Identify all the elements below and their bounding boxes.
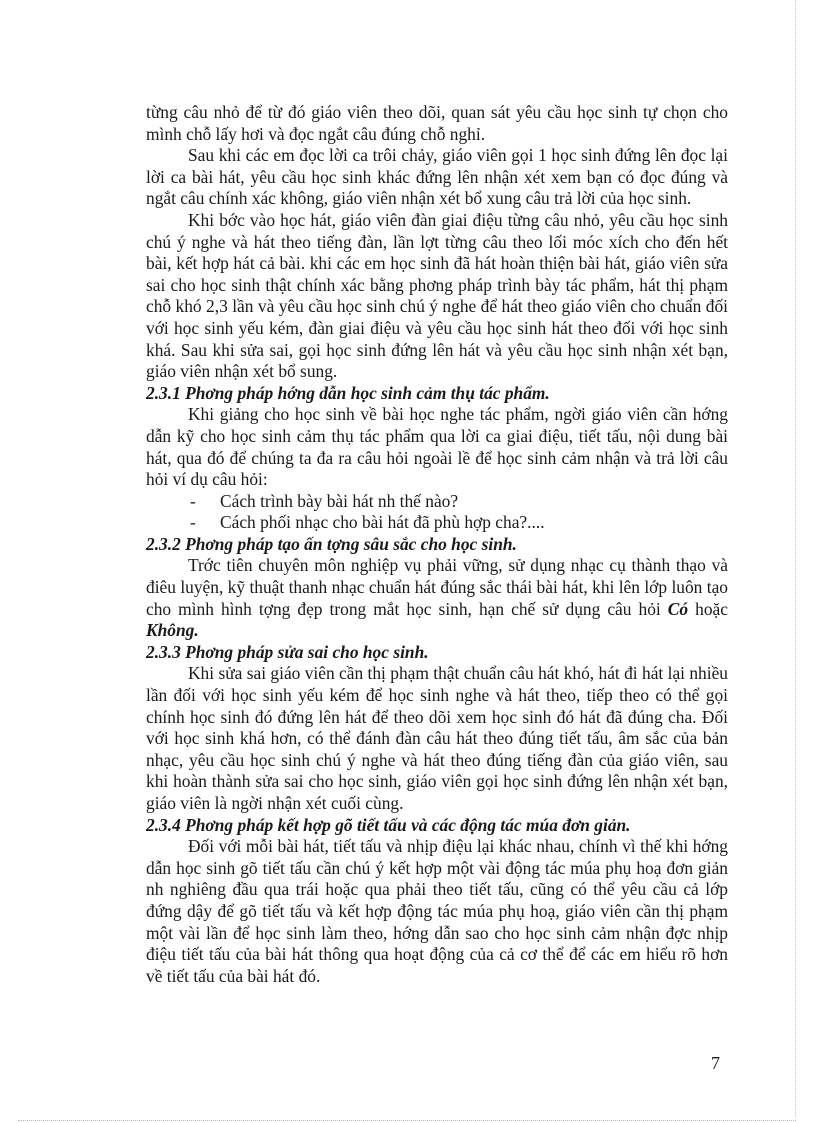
list-item bbox=[146, 491, 728, 513]
paragraph-text: hoặc bbox=[695, 598, 728, 619]
section-heading-2-3-2: 2.3.2 Phơng pháp tạo ấn tợng sâu sắc cho học sinh. bbox=[146, 533, 517, 554]
list-marker: - bbox=[190, 490, 196, 511]
document-body bbox=[146, 102, 728, 987]
page-number: 7 bbox=[711, 1053, 720, 1073]
paragraph bbox=[146, 555, 728, 641]
paragraph: Sau khi các em đọc lời ca trôi chảy, giáo viên gọi 1 học sinh đứng lên đọc lại lời ca bài hát, yêu cầu học sinh khác đứng lên nhận xét xem bạn có đọc đúng và ngắt câu chính xác không, giáo viên nhận xét bổ xung câu trả lời của học sinh. bbox=[146, 145, 728, 209]
list-item bbox=[146, 512, 728, 534]
paragraph: Khi sửa sai giáo viên cần thị phạm thật chuẩn câu hát khó, hát đi hát lại nhiều lần đối với học sinh yếu kém để học sinh nghe và hát theo, tiếp theo có thể gọi chính học sinh đó đứng lên hát để theo dõi xem học sinh đó hát đã đúng cha. Đối với học sinh khá hơn, có thể đánh đàn câu hát theo đúng tiết tấu, âm sắc của bản nhạc, yêu cầu học sinh chú ý nghe và hát theo đúng tiếng đàn của giáo viên, sau khi hoàn thành sửa sai cho học sinh, giáo viên gọi học sinh đứng lên nhận xét bạn, giáo viên là ngời nhận xét cuối cùng. bbox=[146, 663, 728, 813]
footer-dotted-rule bbox=[18, 1120, 796, 1121]
emphasis-co: Có bbox=[667, 598, 689, 619]
right-dotted-rule bbox=[795, 0, 796, 1117]
paragraph: Khi bớc vào học hát, giáo viên đàn giai điệu từng câu nhỏ, yêu cầu học sinh chú ý nghe và hát theo tiếng đàn, lần lợt từng câu theo lối móc xích cho đến hết bài, kết hợp hát cả bài. khi các em học sinh đã hát hoàn thiện bài hát, giáo viên sửa sai cho học sinh thật chính xác bằng phơng pháp trình bày tác phẩm, hát thị phạm chỗ khó 2,3 lần và yêu cầu học sinh chú ý nghe để hát theo giáo viên cho chuẩn đối với học sinh yếu kém, đàn giai điệu và yêu cầu học sinh hát theo đối với học sinh khá. Sau khi sửa sai, gọi học sinh đứng lên hát và yêu cầu học sinh nhận xét bạn, giáo viên nhận xét bổ sung. bbox=[146, 209, 728, 382]
section-heading-2-3-3: 2.3.3 Phơng pháp sửa sai cho học sinh. bbox=[146, 641, 429, 662]
section-heading-2-3-4: 2.3.4 Phơng pháp kết hợp gõ tiết tấu và các động tác múa đơn giản. bbox=[146, 814, 631, 835]
list-item-text: Cách trình bày bài hát nh thế nào? bbox=[220, 490, 459, 511]
list-item-text: Cách phối nhạc cho bài hát đã phù hợp cha?.... bbox=[220, 512, 545, 533]
paragraph: từng câu nhỏ để từ đó giáo viên theo dõi, quan sát yêu cầu học sinh tự chọn cho mình chỗ lấy hơi và đọc ngắt câu đúng chỗ nghỉ. bbox=[146, 102, 728, 144]
paragraph: Khi giảng cho học sinh về bài học nghe tác phẩm, ngời giáo viên cần hớng dẫn kỹ cho học sinh cảm thụ tác phẩm qua lời ca giai điệu, tiết tấu, nội dung bài hát, qua đó để chúng ta đa ra câu hỏi ngoài lề để học sinh cảm nhận và trả lời câu hỏi ví dụ câu hỏi: bbox=[146, 404, 728, 490]
list-marker: - bbox=[190, 512, 196, 533]
paragraph-text: Trớc tiên chuyên môn nghiệp vụ phải vững, sử dụng nhạc cụ thành thạo và điêu luyện, kỹ thuật thanh nhạc chuẩn hát đúng sắc thái bài hát, khi lên lớp luôn tạo cho mình hình tợng đẹp trong mắt học sinh, hạn chế sử dụng câu hỏi bbox=[146, 555, 728, 619]
emphasis-khong: Không. bbox=[146, 620, 199, 641]
paragraph: Đối với mỗi bài hát, tiết tấu và nhịp điệu lại khác nhau, chính vì thế khi hớng dẫn học sinh gõ tiết tấu cần chú ý kết hợp một vài động tác múa phụ hoạ đơn giản nh nghiêng đầu qua trái hoặc qua phải theo tiết tấu, cũng có thể yêu cầu cả lớp đứng dậy để gõ tiết tấu và kết hợp động tác múa phụ hoạ, giáo viên cần thị phạm một vài lần để học sinh làm theo, hớng dẫn sao cho học sinh cảm nhận đợc nhịp điệu tiết tấu của bài hát thông qua hoạt động của cả cơ thể để các em hiểu rõ hơn về tiết tấu của bài hát đó. bbox=[146, 836, 728, 986]
section-heading-2-3-1: 2.3.1 Phơng pháp hớng dẫn học sinh cảm thụ tác phẩm. bbox=[146, 382, 550, 403]
